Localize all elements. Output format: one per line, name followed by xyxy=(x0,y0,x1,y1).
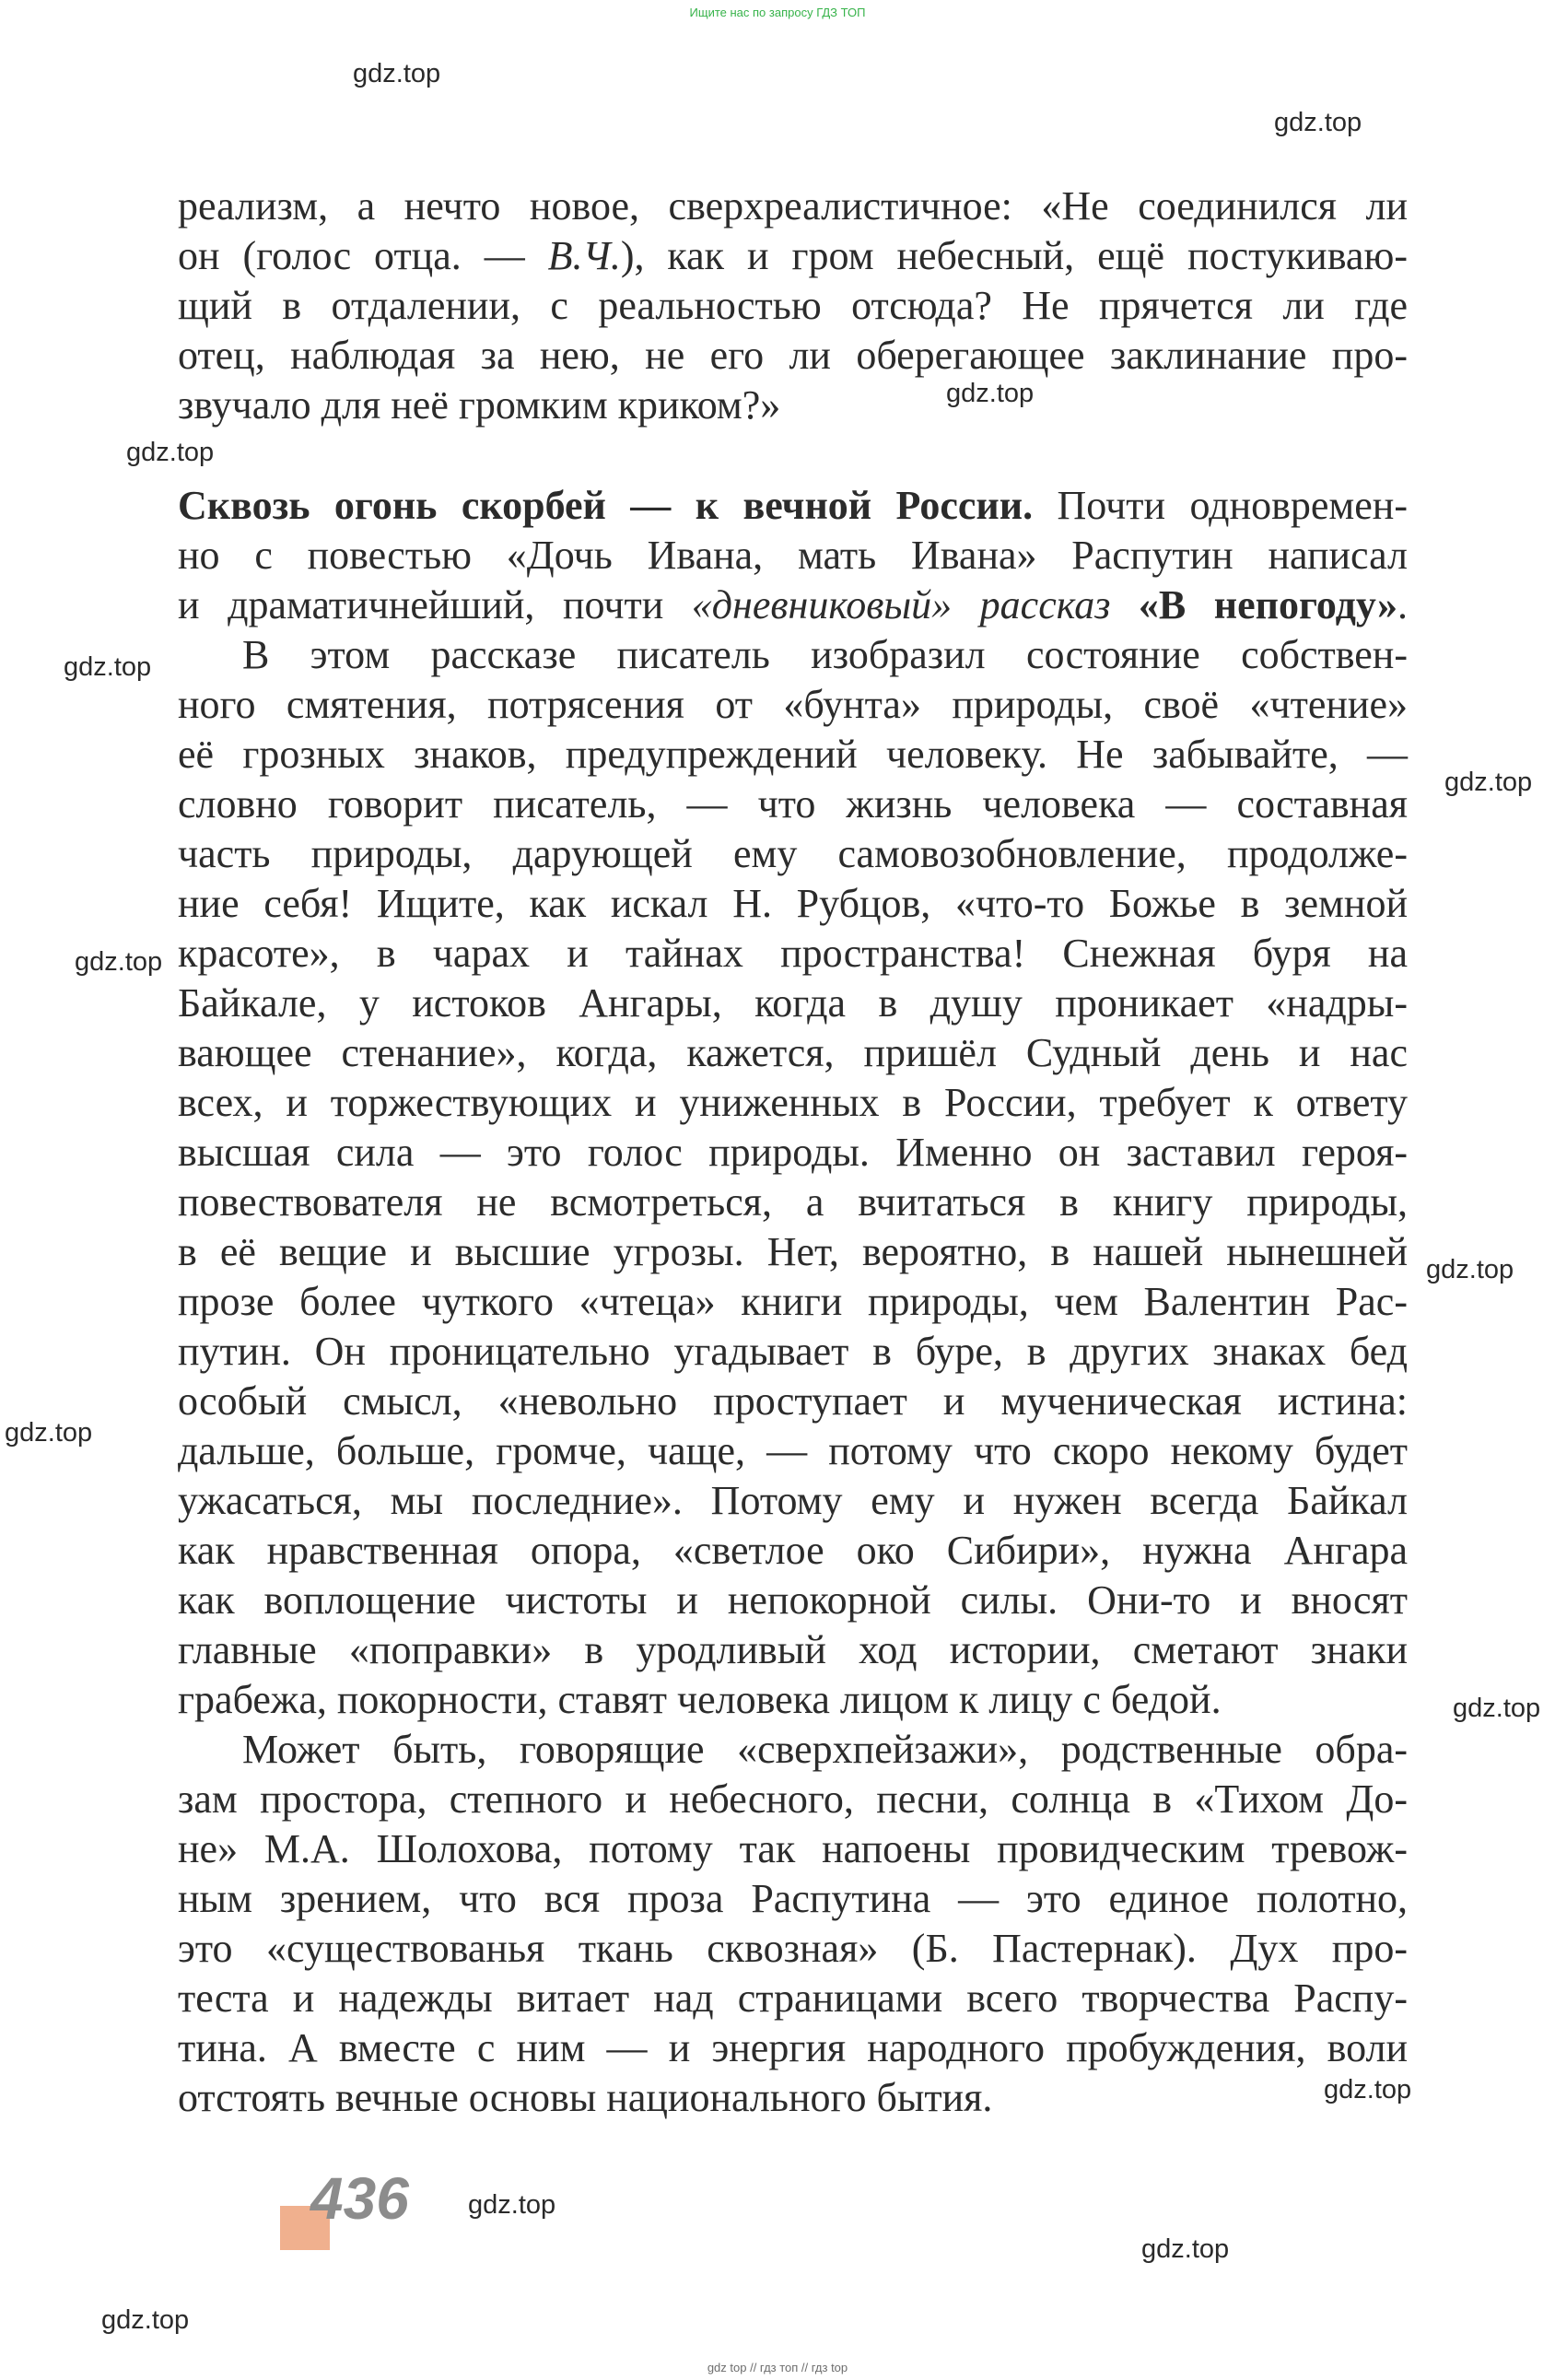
watermark: gdz.top xyxy=(468,2190,556,2220)
text-line xyxy=(178,829,1408,879)
text-line xyxy=(178,879,1408,929)
text-segment: Почти одновремен- xyxy=(1033,483,1408,528)
text-segment: отстоять вечные основы национального бытия. xyxy=(178,2075,993,2120)
text-line xyxy=(178,1377,1408,1426)
text-line xyxy=(178,2073,1408,2123)
text-segment: в её вещие и высшие угрозы. Нет, вероятно, в нашей нынешней xyxy=(178,1229,1408,1274)
text-line xyxy=(178,1775,1408,1824)
text-segment: реализм, а нечто новое, сверхреалистичное: «Не соединился ли xyxy=(178,183,1408,229)
text-segment: её грозных знаков, предупреждений человеку. Не забывайте, — xyxy=(178,732,1408,777)
text-line xyxy=(178,281,1408,331)
text-line xyxy=(178,1874,1408,1924)
text-segment: но с повестью «Дочь Ивана, мать Ивана» Распутин написал xyxy=(178,533,1408,578)
text-segment: грабежа, покорности, ставят человека лицом к лицу с бедой. xyxy=(178,1677,1222,1722)
text-segment: Может быть, говорящие «сверхпейзажи», родственные обра- xyxy=(242,1727,1408,1772)
watermark: gdz.top xyxy=(1444,768,1533,797)
text-block xyxy=(178,481,1408,2123)
text-line xyxy=(178,331,1408,381)
text-line xyxy=(178,231,1408,281)
text-segment: словно говорит писатель, — что жизнь человека — составная xyxy=(178,781,1408,827)
text-segment: . xyxy=(1397,582,1408,627)
watermark: gdz.top xyxy=(64,652,152,682)
text-line xyxy=(178,1426,1408,1476)
text-line xyxy=(178,1675,1408,1725)
text-segment: Байкале, у истоков Ангары, когда в душу проникает «надры- xyxy=(178,980,1408,1026)
watermark: gdz.top xyxy=(126,438,215,467)
text-line xyxy=(178,730,1408,780)
watermark: gdz.top xyxy=(946,379,1035,408)
top-banner: Ищите нас по запросу ГДЗ ТОП xyxy=(689,6,866,19)
bold-text: Сквозь огонь скорбей — к вечной России. xyxy=(178,483,1034,528)
text-segment: ным зрением, что вся проза Распутина — это единое полотно, xyxy=(178,1876,1408,1921)
text-line xyxy=(178,2023,1408,2073)
text-line xyxy=(178,1227,1408,1277)
text-line xyxy=(178,1625,1408,1675)
watermark: gdz.top xyxy=(1274,108,1362,137)
text-segment: прозе более чуткого «чтеца» книги природы, чем Валентин Рас- xyxy=(178,1279,1408,1324)
italic-text: «дневниковый» рассказ xyxy=(691,582,1111,627)
text-segment: не» М.А. Шолохова, потому так напоены провидческим тревож- xyxy=(178,1826,1408,1871)
text-line xyxy=(178,381,1408,430)
text-line xyxy=(178,1178,1408,1227)
text-line xyxy=(178,979,1408,1028)
text-segment: он (голос отца. — xyxy=(178,233,548,278)
text-line xyxy=(178,1277,1408,1327)
text-segment: путин. Он проницательно угадывает в буре, в других знаках бед xyxy=(178,1329,1408,1374)
bottom-banner: gdz top // гдз топ // гдз top xyxy=(707,2361,848,2374)
text-segment: повествователя не всмотреться, а вчитаться в книгу природы, xyxy=(178,1179,1408,1225)
text-line xyxy=(178,1526,1408,1576)
text-segment: как воплощение чистоты и непокорной силы. Они-то и вносят xyxy=(178,1577,1408,1623)
text-segment: главные «поправки» в уродливый ход истории, сметают знаки xyxy=(178,1627,1408,1672)
text-line xyxy=(178,1128,1408,1178)
text-segment: отец, наблюдая за нею, не его ли оберегающее заклинание про- xyxy=(178,333,1408,378)
text-segment: зам простора, степного и небесного, песни, солнца в «Тихом До- xyxy=(178,1776,1408,1822)
bold-text: «В непогоду» xyxy=(1138,582,1397,627)
text-segment: теста и надежды витает над страницами всего творчества Распу- xyxy=(178,1976,1408,2021)
text-line xyxy=(178,1028,1408,1078)
text-line xyxy=(178,1327,1408,1377)
text-block xyxy=(178,182,1408,430)
watermark: gdz.top xyxy=(1324,2075,1412,2104)
text-line xyxy=(178,680,1408,730)
text-line xyxy=(178,1725,1408,1775)
text-segment: часть природы, дарующей ему самовозобновление, продолже- xyxy=(178,831,1408,876)
text-line xyxy=(178,780,1408,829)
text-segment: щий в отдалении, с реальностью отсюда? Не прячется ли где xyxy=(178,283,1408,328)
text-segment xyxy=(1110,582,1139,627)
text-segment: ), как и гром небесный, ещё постукиваю- xyxy=(620,233,1408,278)
watermark: gdz.top xyxy=(1453,1694,1541,1723)
text-line xyxy=(178,182,1408,231)
watermark: gdz.top xyxy=(1141,2234,1230,2264)
watermark: gdz.top xyxy=(5,1418,93,1448)
text-segment: и драматичнейший, почти xyxy=(178,582,692,627)
text-line xyxy=(178,630,1408,680)
watermark: gdz.top xyxy=(1426,1255,1514,1284)
text-segment: всех, и торжествующих и униженных в России, требует к ответу xyxy=(178,1080,1408,1125)
text-segment: это «существованья ткань сквозная» (Б. Пастернак). Дух про- xyxy=(178,1926,1408,1971)
text-line xyxy=(178,929,1408,979)
watermark: gdz.top xyxy=(75,947,163,977)
text-segment: В этом рассказе писатель изобразил состояние собствен- xyxy=(242,632,1408,677)
text-segment: ужасаться, мы последние». Потому ему и нужен всегда Байкал xyxy=(178,1478,1408,1523)
text-segment: ного смятения, потрясения от «бунта» природы, своё «чтение» xyxy=(178,682,1408,727)
text-line xyxy=(178,1476,1408,1526)
text-segment: высшая сила — это голос природы. Именно он заставил героя- xyxy=(178,1130,1408,1175)
text-line xyxy=(178,1974,1408,2023)
text-segment: звучало для неё громким криком?» xyxy=(178,382,781,428)
section-heading-line xyxy=(178,481,1408,531)
text-line xyxy=(178,1078,1408,1128)
text-line xyxy=(178,580,1408,630)
text-line xyxy=(178,1924,1408,1974)
text-segment: вающее стенание», когда, кажется, пришёл Судный день и нас xyxy=(178,1030,1408,1075)
text-line xyxy=(178,1824,1408,1874)
text-segment: ние себя! Ищите, как искал Н. Рубцов, «что-то Божье в земной xyxy=(178,881,1408,926)
text-line xyxy=(178,1576,1408,1625)
text-segment: тина. А вместе с ним — и энергия народного пробуждения, воли xyxy=(178,2025,1408,2070)
text-segment: красоте», в чарах и тайнах пространства! Снежная буря на xyxy=(178,931,1408,976)
page-number: 436 xyxy=(310,2165,409,2232)
watermark: gdz.top xyxy=(353,59,441,88)
watermark: gdz.top xyxy=(101,2305,190,2335)
italic-text: В.Ч. xyxy=(547,233,621,278)
text-segment: особый смысл, «невольно проступает и мученическая истина: xyxy=(178,1378,1408,1424)
text-segment: как нравственная опора, «светлое око Сибири», нужна Ангара xyxy=(178,1528,1408,1573)
text-segment: дальше, больше, громче, чаще, — потому что скоро некому будет xyxy=(178,1428,1408,1473)
text-line xyxy=(178,531,1408,580)
